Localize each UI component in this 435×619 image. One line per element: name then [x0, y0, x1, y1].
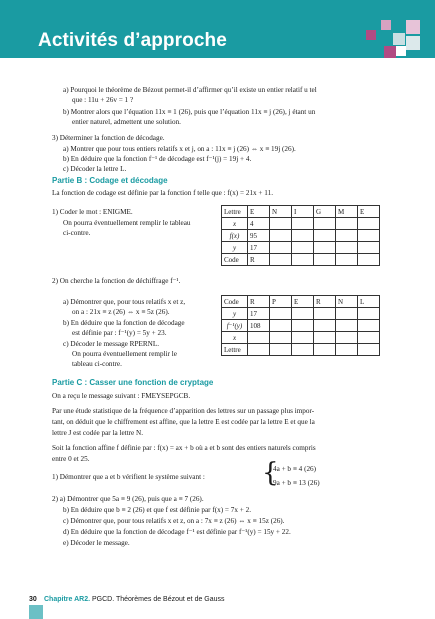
system-equation-1: 4a + b ≡ 4 (26): [273, 465, 317, 473]
table-cell: [248, 332, 270, 344]
part-c-paragraph-3: lettre J est codée par la lettre N.: [52, 429, 143, 437]
table-cell: [336, 344, 358, 356]
table-cell: R: [248, 254, 270, 266]
part-c-question-1: 1) Démontrer que a et b vérifient le système suivant :: [52, 473, 205, 481]
table-cell: [270, 254, 292, 266]
page-number: 30: [29, 596, 37, 603]
part-c-question-2d: d) En déduire que la fonction de décodage f⁻¹ est définie par f⁻¹(y) = 15y + 22.: [63, 528, 291, 536]
table-cell: G: [314, 206, 336, 218]
table-cell: [336, 254, 358, 266]
part-b-question-2c-cont2: tableau ci-contre.: [72, 360, 122, 368]
question-2a-cont: que : 11u + 26v = 1 ?: [72, 96, 134, 104]
table-cell: [358, 254, 380, 266]
table-row: [222, 242, 380, 254]
part-b-question-1-hint: On pourra éventuellement remplir le tableau: [63, 219, 191, 227]
table-cell: N: [336, 296, 358, 308]
table-cell: [270, 230, 292, 242]
table-cell: [270, 218, 292, 230]
table-row-header: y: [222, 308, 248, 320]
part-b-question-2b: b) En déduire que la fonction de décodage: [63, 319, 185, 327]
table-row-header: x: [222, 218, 248, 230]
table-cell: [248, 344, 270, 356]
table-cell: 95: [248, 230, 270, 242]
table-cell: [336, 308, 358, 320]
part-c-question-2b: b) En déduire que b ≡ 2 (26) et que f est définie par f(x) = 7x + 2.: [63, 506, 251, 514]
table-row: [222, 254, 380, 266]
table-cell: [292, 344, 314, 356]
question-2b: b) Montrer alors que l’équation 11x ≡ 1 (26), puis que l’équation 11x ≡ j (26), j étant un: [63, 108, 316, 116]
table-cell: 4: [248, 218, 270, 230]
table-row: [222, 206, 380, 218]
part-b-question-1-hint-cont: ci-contre.: [63, 229, 91, 237]
table-cell: [292, 332, 314, 344]
table-cell: [292, 230, 314, 242]
table-row: [222, 308, 380, 320]
system-equation-2: 9a + b ≡ 13 (26): [273, 479, 320, 487]
part-b-intro: La fonction de codage est définie par la fonction f telle que : f(x) = 21x + 11.: [52, 189, 273, 197]
table-cell: [270, 242, 292, 254]
table-cell: [358, 242, 380, 254]
table-row-header: f⁻¹(y): [222, 320, 248, 332]
table-cell: [336, 320, 358, 332]
part-b-question-2c-cont: On pourra éventuellement remplir le: [72, 350, 177, 358]
question-2a: a) Pourquoi le théorème de Bézout permet-il d’affirmer qu’il existe un entier relatif u tel: [63, 86, 317, 94]
question-3a: a) Montrer que pour tous entiers relatifs x et j, on a : 11x ≡ j (26) ⇔ x ≡ 19j (26).: [63, 145, 296, 153]
table-cell: E: [248, 206, 270, 218]
part-c-paragraph-2: tant, on déduit que le chiffrement est affine, que la lettre E est codée par la lettre E et que la: [52, 418, 315, 426]
table-cell: [358, 344, 380, 356]
question-2b-cont: entier naturel, admettent une solution.: [72, 118, 181, 126]
part-b-question-2a-cont: on a : 21x ≡ z (26) ⇔ x ≡ 5z (26).: [72, 308, 170, 316]
table-cell: [358, 308, 380, 320]
table-cell: [336, 218, 358, 230]
footer-tab: [29, 605, 43, 619]
table-cell: [358, 320, 380, 332]
table-cell: [358, 230, 380, 242]
table-cell: 17: [248, 242, 270, 254]
table-cell: [292, 308, 314, 320]
question-3: 3) Déterminer la fonction de décodage.: [52, 134, 165, 142]
part-b-question-2b-cont: est définie par : f⁻¹(y) = 5y + 23.: [72, 329, 167, 337]
table-cell: [314, 320, 336, 332]
footer-chapter: Chapitre AR2.: [44, 596, 91, 603]
part-b-question-2: 2) On cherche la fonction de déchiffrage f⁻¹.: [52, 277, 181, 285]
table-cell: P: [270, 296, 292, 308]
table-cell: [358, 332, 380, 344]
table-cell: [314, 308, 336, 320]
part-c-question-2e: e) Décoder le message.: [63, 539, 130, 547]
part-c-question-2c: c) Démontrer que, pour tous relatifs x et z, on a : 7x ≡ z (26) ⇔ x ≡ 15z (26).: [63, 517, 285, 525]
table-cell: [292, 218, 314, 230]
table-row-header: y: [222, 242, 248, 254]
part-b-question-1: 1) Coder le mot : ENIGME.: [52, 208, 133, 216]
table-cell: [314, 344, 336, 356]
table-row: [222, 344, 380, 356]
part-c-question-2a: 2) a) Démontrer que 5a ≡ 9 (26), puis que a ≡ 7 (26).: [52, 495, 204, 503]
table-cell: E: [292, 296, 314, 308]
table-cell: [358, 218, 380, 230]
table-cell: [292, 320, 314, 332]
table-row-header: Code: [222, 254, 248, 266]
table-cell: I: [292, 206, 314, 218]
part-c-heading: Partie C : Casser une fonction de cryptage: [52, 378, 214, 387]
decoding-table: [221, 295, 380, 356]
table-cell: [336, 230, 358, 242]
page-title: Activités d’approche: [38, 30, 227, 51]
table-cell: [314, 218, 336, 230]
table-cell: [292, 254, 314, 266]
table-cell: M: [336, 206, 358, 218]
table-cell: R: [314, 296, 336, 308]
table-row-header: Lettre: [222, 206, 248, 218]
table-row: [222, 218, 380, 230]
question-3c: c) Décoder la lettre L.: [63, 165, 127, 173]
table-row: [222, 320, 380, 332]
table-row: [222, 296, 380, 308]
part-c-paragraph-1: Par une étude statistique de la fréquence d’apparition des lettres sur un passage plus impor-: [52, 407, 315, 415]
table-cell: [314, 230, 336, 242]
part-b-question-2c: c) Décoder le message RPERNL.: [63, 340, 160, 348]
part-c-paragraph-5: entre 0 et 25.: [52, 455, 90, 463]
part-c-paragraph-4: Soit la fonction affine f définie par : f(x) = ax + b où a et b sont des entiers naturels compris: [52, 444, 316, 452]
table-cell: N: [270, 206, 292, 218]
table-cell: [292, 242, 314, 254]
table-cell: L: [358, 296, 380, 308]
table-row: [222, 230, 380, 242]
table-cell: [270, 332, 292, 344]
table-cell: [314, 332, 336, 344]
table-cell: E: [358, 206, 380, 218]
question-3b: b) En déduire que la fonction f⁻¹ de décodage est f⁻¹(j) = 19j + 4.: [63, 155, 252, 163]
table-cell: [314, 242, 336, 254]
table-cell: [270, 308, 292, 320]
part-b-heading: Partie B : Codage et décodage: [52, 176, 168, 185]
table-cell: [314, 254, 336, 266]
table-row: [222, 332, 380, 344]
footer-title: PGCD. Théorèmes de Bézout et de Gauss: [91, 596, 225, 603]
table-cell: 108: [248, 320, 270, 332]
part-c-message: On a reçu le message suivant : FMEYSEPGCB.: [52, 392, 191, 400]
table-cell: 17: [248, 308, 270, 320]
table-cell: [336, 332, 358, 344]
table-cell: R: [248, 296, 270, 308]
table-cell: [270, 320, 292, 332]
table-row-header: x: [222, 332, 248, 344]
table-cell: [336, 242, 358, 254]
coding-table: [221, 205, 380, 266]
table-row-header: Code: [222, 296, 248, 308]
system-brace: {: [262, 458, 279, 488]
table-row-header: Lettre: [222, 344, 248, 356]
footer-text: [44, 596, 225, 603]
table-row-header: f(x): [222, 230, 248, 242]
table-cell: [270, 344, 292, 356]
part-b-question-2a: a) Démontrer que, pour tous relatifs x et z,: [63, 298, 186, 306]
chapter-header: [0, 0, 435, 58]
